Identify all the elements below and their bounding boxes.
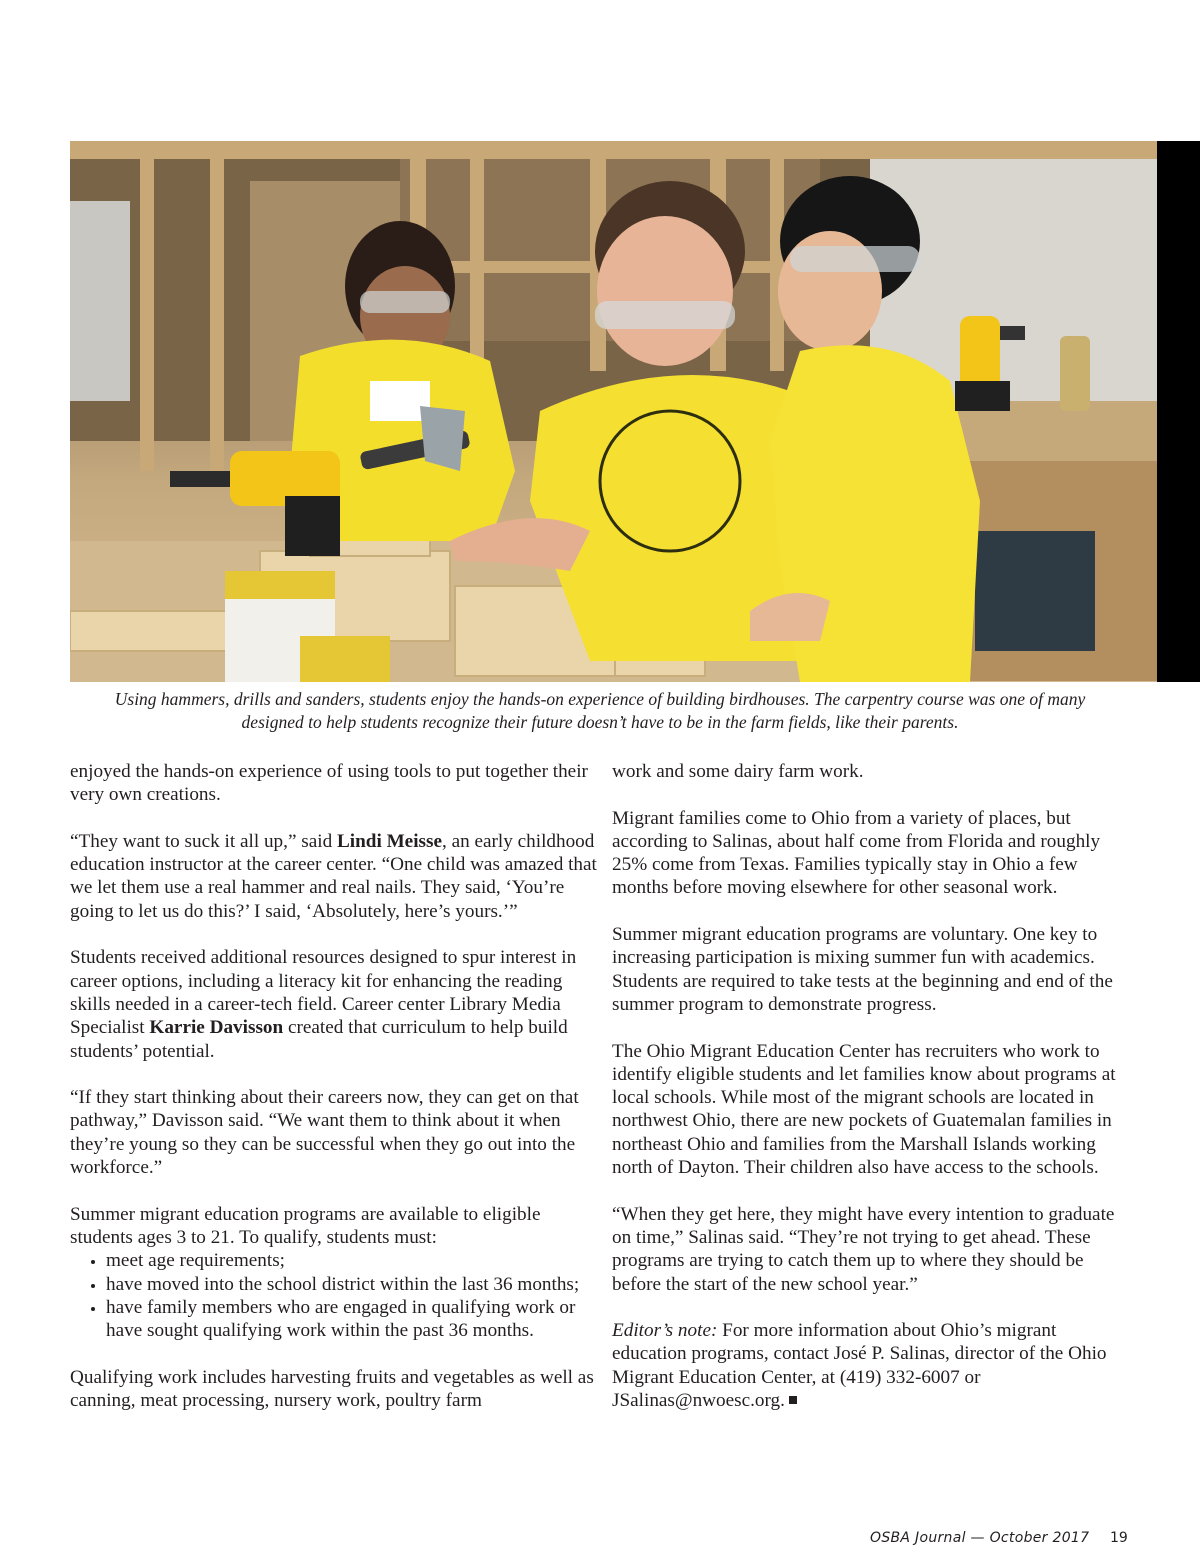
caption-line-1: Using hammers, drills and sanders, students enjoy the hands-on experience of building birdhouses. The carpentry course was one of many — [114, 689, 1086, 709]
person-name-davisson: Karrie Davisson — [149, 1017, 284, 1039]
eligibility-list — [70, 1249, 600, 1342]
paragraph: enjoyed the hands-on experience of using tools to put together their very own creations. — [70, 761, 588, 806]
text-run: Students received additional resources designed to spur interest in career options, including a literacy kit for enhancing the reading skills needed in a career-tech field. Career center Library Media Specialist — [70, 947, 577, 1039]
paragraph: “If they start thinking about their careers now, they can get on that pathway,” Davisson said. “We want them to think about it when they’re young so they can be successful when they go out into the workforce.” — [70, 1087, 579, 1179]
text-run: , an early childhood education instructor at the career center. “One child was amazed that we let them use a real hammer and real nails. They said, ‘You’re going to let us do this?’ I said, ‘Absolutely, here’s yours.’” — [70, 830, 597, 922]
paragraph: work and some dairy farm work. — [612, 761, 864, 782]
editors-note — [612, 1319, 1132, 1412]
text-run: “They want to suck it all up,” said — [70, 830, 337, 852]
paragraph: Migrant families come to Ohio from a variety of places, but according to Salinas, about half come from Florida and roughly 25% come from Texas. Families typically stay in Ohio a few months before moving elsewhere for other seasonal work. — [612, 807, 1101, 899]
editors-note-label: Editor’s note: — [612, 1320, 718, 1342]
paragraph: Qualifying work includes harvesting fruits and vegetables as well as canning, meat processing, nursery work, poultry farm — [70, 1366, 594, 1412]
editors-note-text: For more information about Ohio’s migrant education programs, contact José P. Salinas, director of the Ohio Migrant Education Center, at (419) 332-6007 or JSalinas@nwoesc.org. — [612, 1320, 1107, 1412]
paragraph-eligibility: Summer migrant education programs are available to eligible students ages 3 to 21. To qualify, students must: — [70, 1203, 541, 1248]
page-number: 19 — [1110, 1530, 1128, 1546]
page-edge-bar — [1157, 141, 1200, 682]
list-item: • have moved into the school district within the last 36 months; — [106, 1273, 600, 1296]
text-run: created that curriculum to help build students’ potential. — [70, 1017, 568, 1062]
paragraph: Summer migrant education programs are voluntary. One key to increasing participation is mixing summer fun with academics. Students are required to take tests at the beginning and end of the summer program to demonstrate progress. — [612, 924, 1113, 1015]
end-of-article-icon — [789, 1396, 797, 1404]
article-column-left — [70, 760, 600, 1436]
article-photo — [70, 141, 1157, 682]
caption-line-2: designed to help students recognize their future doesn’t have to be in the farm fields, like their parents. — [241, 712, 959, 732]
list-item: • meet age requirements; — [106, 1249, 600, 1272]
list-item: • have family members who are engaged in qualifying work or have sought qualifying work within the past 36 months. — [106, 1296, 600, 1343]
paragraph-quote-meisse — [70, 830, 600, 923]
article-column-right — [612, 760, 1132, 1436]
paragraph: The Ohio Migrant Education Center has recruiters who work to identify eligible students and let families know about programs at local schools. While most of the migrant schools are located in northwest Ohio, there are new pockets of Guatemalan families in northeast Ohio and families from the Marshall Islands working north of Dayton. Their children also have access to the schools. — [612, 1040, 1116, 1179]
footer-journal-title: OSBA Journal — October 2017 — [870, 1530, 1090, 1546]
photo-caption — [70, 688, 1130, 734]
person-name-meisse: Lindi Meisse — [336, 830, 442, 852]
paragraph-davisson — [70, 946, 600, 1062]
paragraph: “When they get here, they might have every intention to graduate on time,” Salinas said. “They’re not trying to get ahead. These programs are trying to catch them up to where they should be before the start of the new school year.” — [612, 1203, 1115, 1295]
